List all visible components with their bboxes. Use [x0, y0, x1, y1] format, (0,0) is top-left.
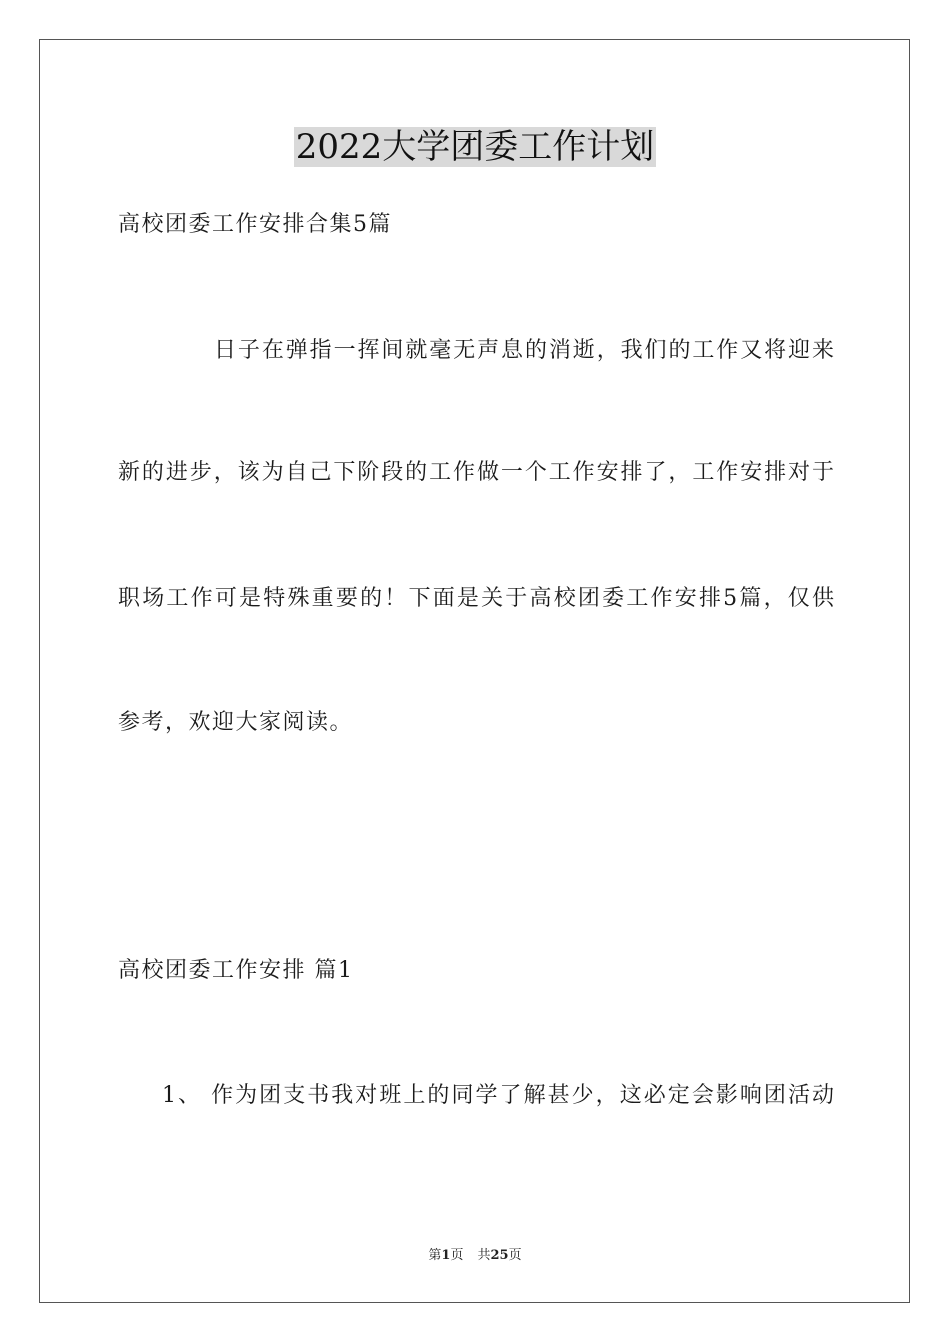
- total-suffix: 页: [508, 1248, 522, 1263]
- document-title: 2022大学团委工作计划: [295, 127, 655, 167]
- section-heading: 高校团委工作安排 篇1: [118, 958, 354, 983]
- page-suffix: 页: [450, 1248, 464, 1263]
- intro-line-1: 日子在弹指一挥间就毫无声息的消逝，我们的工作又将迎来: [214, 338, 834, 363]
- subtitle: 高校团委工作安排合集5篇: [118, 212, 392, 237]
- page-prefix: 第: [428, 1248, 442, 1263]
- total-prefix: 共: [477, 1248, 491, 1263]
- title-container: [0, 127, 950, 167]
- total-pages: 25: [490, 1248, 509, 1263]
- page-number: 1: [441, 1248, 451, 1263]
- intro-line-4: 参考，欢迎大家阅读。: [118, 710, 354, 735]
- item-line-1: 1、 作为团支书我对班上的同学了解甚少，这必定会影响团活动: [162, 1083, 834, 1108]
- intro-line-2: 新的进步，该为自己下阶段的工作做一个工作安排了，工作安排对于: [118, 460, 834, 485]
- page-footer: [0, 1247, 950, 1265]
- intro-line-3: 职场工作可是特殊重要的！下面是关于高校团委工作安排5篇，仅供: [118, 586, 834, 611]
